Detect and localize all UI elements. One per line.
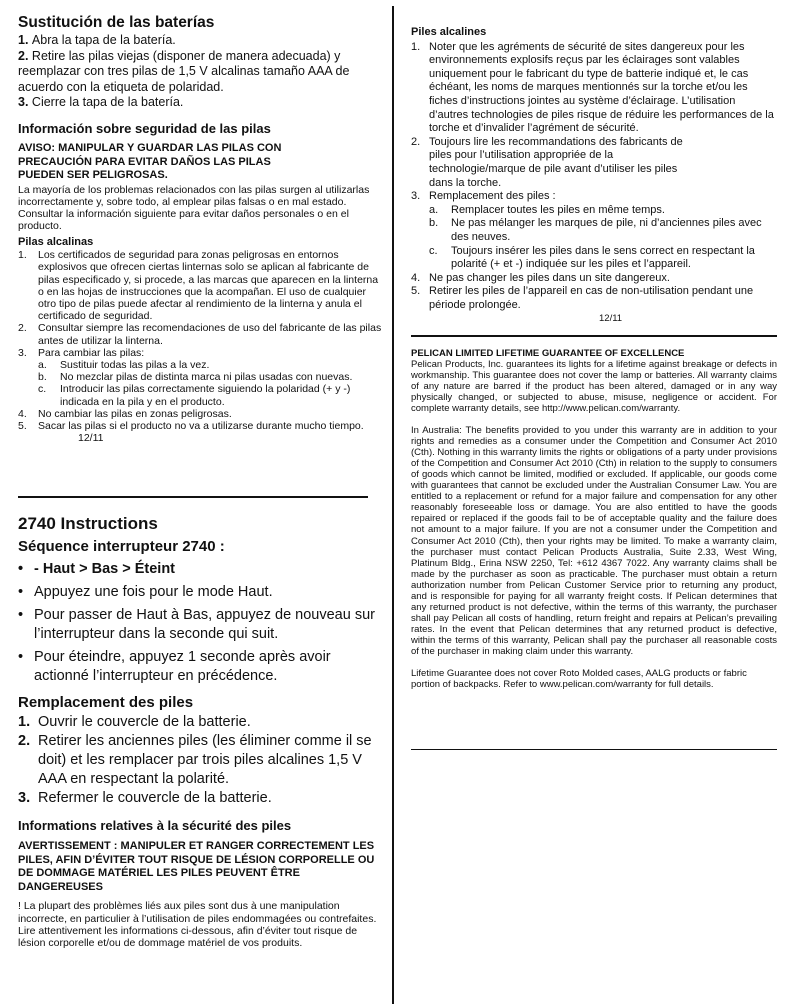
es-safety-section bbox=[18, 121, 382, 444]
warranty-australia: In Australia: The benefits provided to you under this warranty are in addition to your rights and remedies as a consumer under the Competition and Consumer Act 2010 (Cth). Nothing in this warranty limits the rights or obligations of a party under provisions of the Competition and Consumer Act 2010 (Cth) in relation to the supply to consumers of goods which cannot be limited, modified or excluded. If applicable, our goods come with guarantees that cannot be excluded under the Australian Consumer Law. You are entitled to a replacement or refund for a major failure and compensation for any other reasonably foreseeable loss or damage. You are also entitled to have the goods repaired or replaced if the goods fail to be of acceptable quality and the failure does not amount to a major failure. If you are not a consumer under the Competition and Consumer Act 2010 (Cth), then your rights may be limited. To make a warranty claim, the purchaser must contact Pelican Products Australia, Suite 2.33, West Wing, Platinum Bldg., Erina NSW 2250, Tel: +612 4367 7022. Any warranty claims shall be made by the purchaser as soon as practicable. The purchaser must obtain a return authorization number from Pelican Customer Service prior to returning any product, and is responsible for paying for all warranty freight costs. If Pelican determines that any returned product is not defective, within the terms of this warranty, the purchaser shall pay Pelican all costs of handling, return freight and repairs at Pelican’s prevailing rates. In the event that Pelican determines that any returned product is defective, within the terms of this warranty, Pelican shall pay the purchaser all reasonable costs of the purchaser in making claim under this warranty. bbox=[411, 424, 777, 658]
fr-intro: ! La plupart des problèmes liés aux piles sont dus à une manipulation incorrecte, en particulier à l’utilisation de piles endommagées ou contrefaites. Lire attentivement les informations ci-dessous, afin d’éviter tout risque de lésion corporelle et/ou de dommage matériel de vos produits. bbox=[18, 900, 377, 949]
fr-safety-section bbox=[18, 818, 382, 949]
es-replace-title: Sustitución de las baterías bbox=[18, 14, 215, 31]
fr-alk-title: Piles alcalines bbox=[411, 26, 487, 38]
fr-instructions-title: 2740 Instructions bbox=[18, 514, 158, 533]
left-rule-1 bbox=[18, 496, 368, 498]
es-warning: AVISO: MANIPULAR Y GUARDAR LAS PILAS CON PRECAUCIÓN PARA EVITAR DAÑOS LAS PILAS PUEDEN SER PELIGROSAS. bbox=[18, 142, 282, 182]
warranty-exclusions: Lifetime Guarantee does not cover Roto Molded cases, AALG products or fabric portion of backpacks. Refer to www.pelican.com/warranty for full details. bbox=[411, 667, 747, 690]
left-column bbox=[18, 0, 382, 1008]
es-alk-item-1: 1. Los certificados de seguridad para zonas peligrosas en entornos explosivos que ofrecen ciertas linternas solo se aplican al fabricante de pilas especificado y, si procede, a las marcas que aparecen en la linterna o en las hojas de instrucciones que la acompañan. El uso de cualquier otro tipo de pilas puede afectar al rendimiento de la linterna y anula el certificado de seguridad. bbox=[18, 249, 379, 323]
es-alk-item-4: 4. No cambiar las pilas en zonas peligrosas. bbox=[18, 407, 232, 420]
fr-bullet-2: • Pour passer de Haut à Bas, appuyez de nouveau sur l’interrupteur dans la seconde qui suit. bbox=[18, 607, 375, 642]
fr-date-code: 12/11 bbox=[599, 313, 623, 325]
warranty-section bbox=[411, 348, 777, 690]
fr-bullet-3: • Pour éteindre, appuyez 1 seconde après avoir actionné l’interrupteur en précédence. bbox=[18, 649, 331, 684]
fr-safety-title: Informations relatives à la sécurité des piles bbox=[18, 818, 292, 833]
es-alk-sub-c: c. Introducir las pilas correctamente siguiendo la polaridad (+ y -) indicada en la pila y en el producto. bbox=[38, 383, 351, 408]
es-step-2: 2. Retire las pilas viejas (disponer de manera adecuada) y reemplazar con tres pilas de 1,5 V alcalinas tamaño AAA de acuerdo con la etiqueta de polaridad. bbox=[18, 48, 350, 94]
fr-alk-section bbox=[411, 26, 777, 326]
fr-alk-item-1: 1. Noter que les agréments de sécurité de sites dangereux pour les environnements explosifs reçus par les éclairages sont valables uniquement pour le fabricant du type de batterie indiqué et, le cas échéant, les noms de marques mentionnés sur la torche et/ou les fiches d’instructions jointes au système d’éclairage. L’utilisation d’autres technologies de piles risque de réduire les performances de la torche et d’invalider l’agrément de sécurité. bbox=[411, 40, 774, 135]
es-replace-section bbox=[18, 14, 382, 111]
fr-sequence: • - Haut > Bas > Éteint bbox=[18, 561, 176, 577]
es-step-3: 3. Cierre la tapa de la batería. bbox=[18, 95, 184, 110]
es-alk-sub-b: b. No mezclar pilas de distinta marca ni pilas usadas con nuevas. bbox=[38, 371, 353, 384]
es-alk-item-2: 2. Consultar siempre las recomendaciones de uso del fabricante de las pilas antes de utilizar la linterna. bbox=[18, 322, 382, 347]
right-rule-2 bbox=[411, 749, 777, 750]
right-rule-1 bbox=[411, 335, 777, 337]
warranty-p1: Pelican Products, Inc. guarantees its lights for a lifetime against breakage or defects in workmanship. This guarantee does not cover the lamp or batteries. All warranty claims of any nature are barred if the product has been altered, damaged or in any way physically changed, or subjected to abuse, misuse, negligence or accident. For complete warranty details, see http://www.pelican.com/warranty. bbox=[411, 359, 777, 415]
fr-bullet-1: • Appuyez une fois pour le mode Haut. bbox=[18, 584, 273, 600]
es-alk-title: Pilas alcalinas bbox=[18, 235, 94, 248]
es-date-code: 12/11 bbox=[78, 432, 104, 445]
fr-replace-title: Remplacement des piles bbox=[18, 694, 194, 711]
fr-switch-title: Séquence interrupteur 2740 : bbox=[18, 538, 225, 555]
fr-alk-item-2: 2. Toujours lire les recommandations des fabricants de piles pour l’utilisation appropriée de la technologie/marque de pile avant d’utiliser les piles dans la torche. bbox=[411, 135, 683, 189]
fr-alk-item-3: 3. Remplacement des piles : bbox=[411, 190, 556, 203]
es-alk-item-5: 5. Sacar las pilas si el producto no va a utilizarse durante mucho tiempo.12/11 bbox=[18, 420, 364, 445]
es-safety-title: Información sobre seguridad de las pilas bbox=[18, 121, 271, 136]
es-step-1: 1. Abra la tapa de la batería. bbox=[18, 33, 176, 47]
fr-replace-step-3: 3. Refermer le couvercle de la batterie. bbox=[18, 790, 272, 806]
fr-alk-sub-a: a. Remplacer toutes les piles en même temps. bbox=[429, 203, 665, 216]
column-divider bbox=[392, 6, 394, 1004]
fr-alk-sub-b: b. Ne pas mélanger les marques de pile, ni d’anciennes piles avec des neuves. bbox=[429, 217, 762, 243]
warranty-title: PELICAN LIMITED LIFETIME GUARANTEE OF EXCELLENCE bbox=[411, 348, 685, 359]
fr-alk-item-4: 4. Ne pas changer les piles dans un site dangereux. bbox=[411, 271, 670, 284]
es-intro: La mayoría de los problemas relacionados con las pilas surgen al utilizarlas incorrectamente y, sobre todo, al emplear pilas falsas o en mal estado. Consultar la información siguiente para evitar daños personales o en el producto. bbox=[18, 183, 370, 233]
es-alk-item-3: 3. Para cambiar las pilas: bbox=[18, 346, 145, 359]
fr-warning: AVERTISSEMENT : MANIPULER ET RANGER CORRECTEMENT LES PILES, AFIN D’ÉVITER TOUT RISQUE DE LÉSION CORPORELLE OU DE DOMMAGE MATÉRIEL LES PILES PEUVENT ÊTRE DANGEREUSES bbox=[18, 840, 375, 893]
fr-instructions-section bbox=[18, 514, 382, 808]
es-alk-sub-a: a. Sustituir todas las pilas a la vez. bbox=[38, 359, 210, 372]
fr-alk-item-5: 5. Retirer les piles de l’appareil en cas de non-utilisation pendant une période prolongée. bbox=[411, 285, 754, 311]
fr-replace-step-1: 1. Ouvrir le couvercle de la batterie. bbox=[18, 714, 251, 730]
fr-replace-step-2: 2. Retirer les anciennes piles (les éliminer comme il se doit) et les remplacer par trois piles alcalines 1,5 V AAA en respectant la polarité. bbox=[18, 733, 372, 787]
fr-alk-sub-c: c. Toujours insérer les piles dans le sens correct en respectant la polarité (+ et -) indiquée sur les piles et l’appareil. bbox=[429, 244, 755, 271]
right-column bbox=[411, 0, 777, 1008]
